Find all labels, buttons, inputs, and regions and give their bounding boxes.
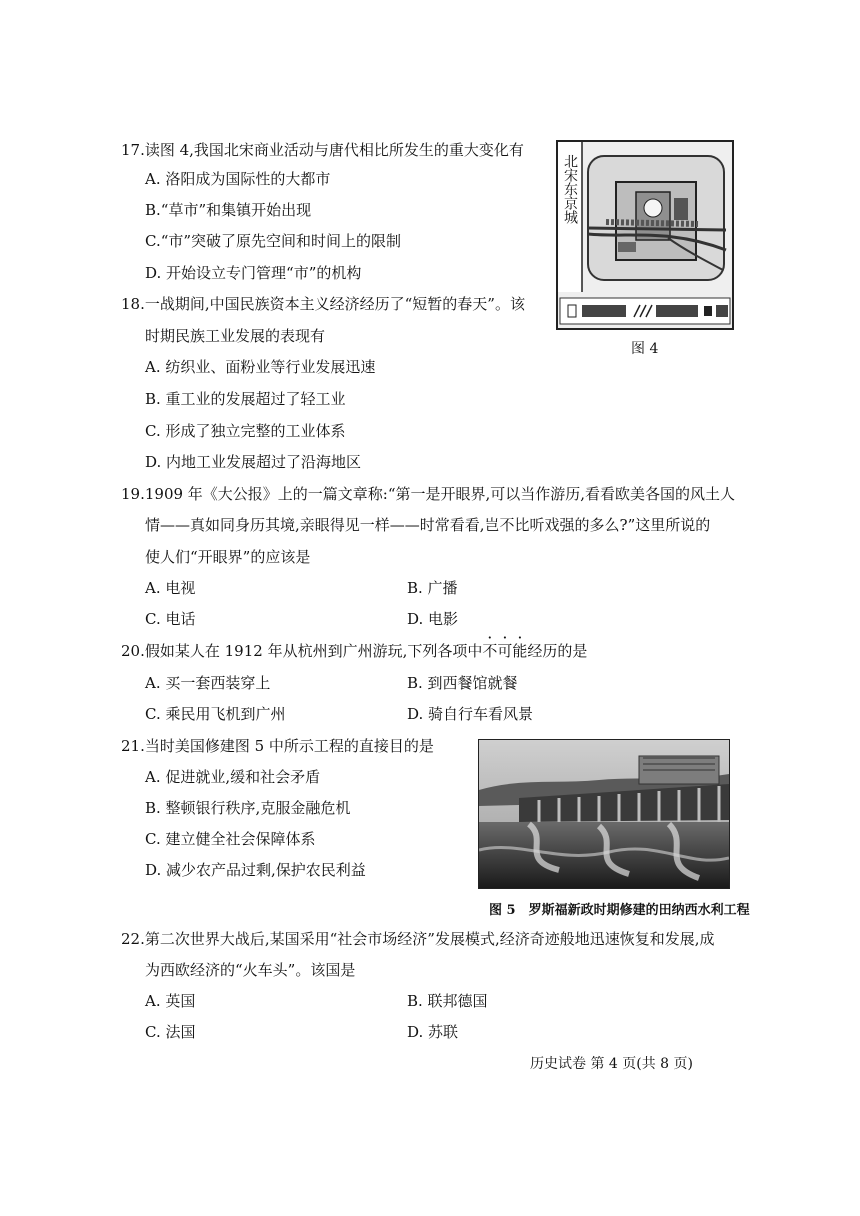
q18-option-c: C. 形成了独立完整的工业体系 bbox=[145, 422, 346, 440]
q17-option-d: D. 开始设立专门管理“市”的机构 bbox=[145, 264, 362, 282]
q22-option-a: A. 英国 bbox=[145, 992, 196, 1010]
q18-option-a: A. 纺织业、面粉业等行业发展迅速 bbox=[145, 358, 376, 376]
figure-5-dam-photo bbox=[478, 739, 730, 889]
q19-option-d: D. 电影 bbox=[407, 610, 459, 628]
song-kaifeng-map-illustration bbox=[558, 142, 732, 328]
q20-option-b: B. 到西餐馆就餐 bbox=[407, 674, 518, 692]
q20-option-a: A. 买一套西装穿上 bbox=[145, 674, 271, 692]
q18-stem-line1: 18.一战期间,中国民族资本主义经济经历了“短暂的春天”。该 bbox=[121, 295, 525, 313]
q19-stem-line2: 情——真如同身历其境,亲眼得见一样——时常看看,岂不比听戏强的多么?”这里所说的 bbox=[145, 516, 711, 534]
q22-stem-line1: 22.第二次世界大战后,某国采用“社会市场经济”发展模式,经济奇迹般地迅速恢复和发展,成 bbox=[121, 930, 715, 948]
q21-option-b: B. 整顿银行秩序,克服金融危机 bbox=[145, 799, 351, 817]
q21-option-a: A. 促进就业,缓和社会矛盾 bbox=[145, 768, 321, 786]
q20-emphasis-char-3: 能 bbox=[512, 642, 528, 660]
page-footer: 历史试卷 第 4 页(共 8 页) bbox=[530, 1056, 693, 1072]
q21-option-d: D. 减少农产品过剩,保护农民利益 bbox=[145, 861, 366, 879]
q22-option-b: B. 联邦德国 bbox=[407, 992, 488, 1010]
q22-option-d: D. 苏联 bbox=[407, 1023, 459, 1041]
q21-option-c: C. 建立健全社会保障体系 bbox=[145, 830, 316, 848]
q21-stem: 21.当时美国修建图 5 中所示工程的直接目的是 bbox=[121, 737, 434, 755]
q20-stem-before: 20.假如某人在 1912 年从杭州到广州游玩,下列各项中 bbox=[121, 642, 483, 660]
q17-option-a: A. 洛阳成为国际性的大都市 bbox=[145, 170, 331, 188]
q19-option-a: A. 电视 bbox=[145, 579, 196, 597]
q19-stem-line1: 19.1909 年《大公报》上的一篇文章称:“第一是开眼界,可以当作游历,看看欧美各国的风土人 bbox=[121, 485, 736, 503]
q18-option-d: D. 内地工业发展超过了沿海地区 bbox=[145, 453, 362, 471]
q20-option-c: C. 乘民用飞机到广州 bbox=[145, 705, 286, 723]
q19-stem-line3: 使人们“开眼界”的应该是 bbox=[145, 548, 311, 566]
q17-option-b: B.“草市”和集镇开始出现 bbox=[145, 201, 312, 219]
q20-option-d: D. 骑自行车看风景 bbox=[407, 705, 534, 723]
q20-stem bbox=[121, 641, 587, 661]
figure-4-vertical-title: 北宋东京城 bbox=[562, 154, 578, 224]
q20-stem-after: 经历的是 bbox=[527, 642, 588, 660]
q18-option-b: B. 重工业的发展超过了轻工业 bbox=[145, 390, 346, 408]
q22-option-c: C. 法国 bbox=[145, 1023, 196, 1041]
q19-option-b: B. 广播 bbox=[407, 579, 458, 597]
figure-4-map bbox=[556, 140, 734, 330]
q17-option-c: C.“市”突破了原先空间和时间上的限制 bbox=[145, 232, 402, 250]
q22-stem-line2: 为西欧经济的“火车头”。该国是 bbox=[145, 961, 356, 979]
q20-emphasis-char-1: 不 bbox=[482, 642, 498, 660]
q17-stem: 17.读图 4,我国北宋商业活动与唐代相比所发生的重大变化有 bbox=[121, 141, 524, 159]
figure-5-caption: 图 5 罗斯福新政时期修建的田纳西水利工程 bbox=[489, 903, 750, 918]
figure-4-caption: 图 4 bbox=[631, 341, 659, 357]
tennessee-dam-illustration bbox=[479, 740, 729, 888]
q18-stem-line2: 时期民族工业发展的表现有 bbox=[145, 327, 326, 345]
q19-option-c: C. 电话 bbox=[145, 610, 196, 628]
q20-emphasis-char-2: 可 bbox=[497, 642, 513, 660]
